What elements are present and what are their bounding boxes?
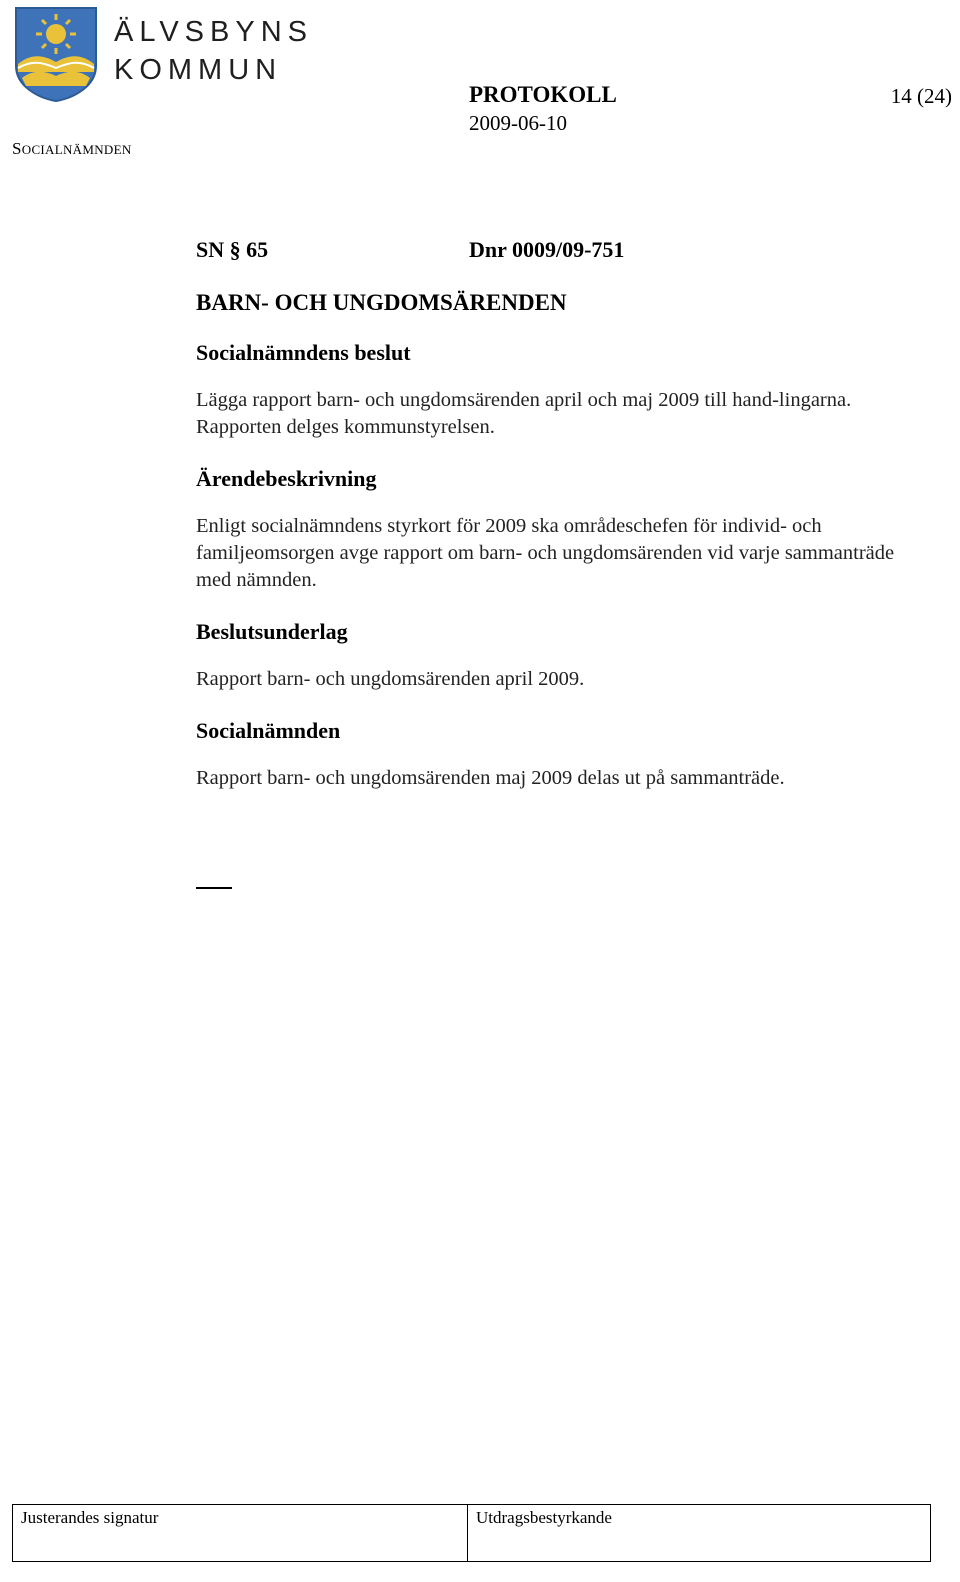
main-content <box>196 289 931 816</box>
diary-number: Dnr 0009/09-751 <box>469 237 625 262</box>
footer-signature-table <box>12 1504 931 1562</box>
section-heading: Ärendebeskrivning <box>196 466 377 491</box>
signature-cell <box>13 1505 468 1561</box>
section-text: Lägga rapport barn- och ungdomsärenden april och maj 2009 till hand-lingarna. Rapporten delges kommunstyrelsen. <box>196 389 852 438</box>
logo-line-2: KOMMUN <box>114 54 283 86</box>
section-text: Enligt socialnämndens styrkort för 2009 ska områdeschefen för individ- och familjeomsorgen avge rapport om barn- och ungdomsärenden vid varje sammanträde med nämnden. <box>196 515 895 591</box>
end-rule <box>196 887 232 889</box>
page-number: 14 (24) <box>890 84 952 108</box>
extract-cell <box>468 1505 930 1561</box>
section-heading: Beslutsunderlag <box>196 619 348 644</box>
logo-line-1: ÄLVSBYNS <box>114 16 313 48</box>
municipality-coat-of-arms <box>14 6 98 102</box>
document-date: 2009-06-10 <box>469 111 567 135</box>
department-initial: S <box>12 139 22 158</box>
section-number: SN § 65 <box>196 237 269 262</box>
case-title: BARN- OCH UNGDOMSÄRENDEN <box>196 290 567 315</box>
section-heading: Socialnämnden <box>196 718 341 743</box>
municipality-name <box>114 13 313 89</box>
department-rest: OCIALNÄMNDEN <box>21 142 132 157</box>
section-text: Rapport barn- och ungdomsärenden april 2009. <box>196 668 585 690</box>
section-text: Rapport barn- och ungdomsärenden maj 2009 delas ut på sammanträde. <box>196 767 785 789</box>
department-name <box>12 139 132 159</box>
section-heading: Socialnämndens beslut <box>196 340 411 365</box>
document-type: PROTOKOLL <box>469 82 617 107</box>
extract-label: Utdragsbestyrkande <box>476 1508 612 1527</box>
signature-label: Justerandes signatur <box>21 1508 159 1527</box>
